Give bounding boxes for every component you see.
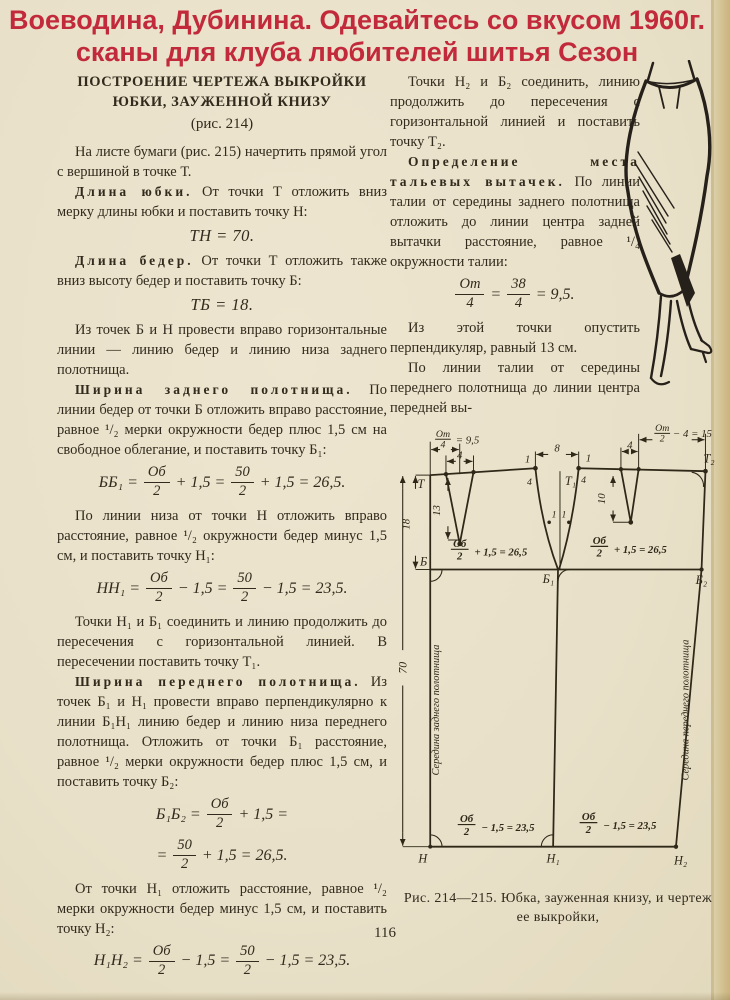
fraction: $\frac{50}{2}$ bbox=[233, 571, 256, 606]
dim-length: 70 bbox=[395, 661, 410, 674]
point-T1: Т₁ bbox=[564, 473, 576, 488]
formula-nn1: НН₁ = $\frac{Об}{2}$ − 1,5 = $\frac{50}{2}$ − 1,5 = 23,5. bbox=[96, 570, 348, 606]
skirt-illustration bbox=[614, 60, 730, 395]
hem-back-num: Об bbox=[460, 813, 474, 826]
formula-ot4: $\frac{От}{4}$ = $\frac{38}{4}$ = 9,5. bbox=[390, 277, 640, 312]
article-subtitle: (рис. 214) bbox=[190, 116, 254, 132]
dim-ot2-den: 2 bbox=[659, 433, 665, 445]
fraction: $\frac{50}{2}$ bbox=[173, 838, 196, 873]
fraction: $\frac{От}{4}$ bbox=[455, 277, 484, 312]
dim-rise-right: 1 bbox=[585, 452, 592, 465]
dim-front-dart-width: 4 bbox=[627, 439, 633, 452]
fraction: $\frac{Об}{2}$ bbox=[149, 944, 175, 979]
point-H2: Н₂ bbox=[674, 853, 688, 868]
article-title: ПОСТРОЕНИЕ ЧЕРТЕЖА ВЫКРОЙКИ ЮБКИ, ЗАУЖЕННОЙ КНИЗУ bbox=[77, 74, 367, 110]
formula-tn: ТН = 70. bbox=[189, 226, 255, 245]
dim-one-right: 1 bbox=[561, 509, 567, 521]
scan-header-line1: Воеводина, Дубинина. Одевайтесь со вкусом 1960г. bbox=[8, 5, 706, 35]
pattern-draft-diagram bbox=[388, 424, 730, 886]
fraction: $\frac{Об}{2}$ bbox=[207, 797, 233, 832]
dim-side-width: 8 bbox=[554, 442, 560, 455]
dim-side-in-left: 4 bbox=[527, 476, 532, 488]
side-seam-lower bbox=[553, 569, 558, 846]
hem-front-den: 2 bbox=[585, 823, 592, 836]
dim-back-dart-depth: 13 bbox=[431, 505, 444, 516]
fraction: $\frac{Об}{2}$ bbox=[144, 465, 170, 500]
right-angle-marks bbox=[430, 472, 703, 847]
paragraph: Ширина переднего полотнища. Из точек Б₁ и Н₁ провести вправо перпендикулярно к линии Б₁Н₁ линию бедер и линию низа переднего полотнища. Отложить от точки Б₁ расстояние, равное ¹/₂ мерки окружности бедер плюс 1,5 см, и поставить точку Б₂: bbox=[57, 674, 387, 791]
mid-back-label: Середина заднего полотнища bbox=[431, 644, 443, 776]
mid-front-label: Середина переднего полотнища bbox=[680, 639, 692, 781]
dim-side-in-right: 4 bbox=[581, 474, 587, 486]
hip-back-rest: + 1,5 = 26,5 bbox=[474, 546, 528, 559]
dim-ot4-den: 4 bbox=[440, 439, 446, 451]
point-H1: Н₁ bbox=[546, 851, 560, 866]
hip-back-num: Об bbox=[453, 537, 467, 550]
waist-line-front bbox=[579, 468, 706, 471]
point-T: Т bbox=[417, 476, 425, 491]
dim-back-dart-width: 4 bbox=[457, 449, 463, 462]
formula-b1b2-line2: = $\frac{50}{2}$ + 1,5 = 26,5. bbox=[156, 836, 288, 872]
hip-front-num: Об bbox=[592, 534, 606, 547]
point-B2: Б₂ bbox=[695, 573, 708, 588]
hem-front-num: Об bbox=[581, 811, 596, 824]
paragraph: От точки Н₁ отложить расстояние, равное ¹/₂ мерки окружности бедер минус 1,5 см, и поставить точку Н₂: bbox=[57, 880, 387, 937]
paragraph: На листе бумаги (рис. 215) начертить прямой угол с вершиной в точке Т. bbox=[57, 144, 387, 180]
point-B1: Б₁ bbox=[542, 572, 555, 587]
dim-ot4-value: = 9,5 bbox=[455, 434, 480, 447]
dim-rise-left: 1 bbox=[524, 453, 531, 466]
hem-back-rest: − 1,5 = 23,5 bbox=[481, 821, 535, 834]
paragraph: По линии низа от точки Н отложить вправо расстояние, равное ¹/₂ окружности бедер минус 1,5 см, и поставить точку Н₁: bbox=[57, 508, 387, 565]
dim-ot4-num: От bbox=[435, 428, 451, 440]
paragraph: Определение места тальевых вытачек. По линии талии от середины заднего полотнища отложить до линии центра задней вытачки расстояние, равное ¹/₄ окружности талии: bbox=[390, 154, 641, 270]
paragraph: Из точек Б и Н провести вправо горизонтальные линии — линию бедер и линию низа заднего полотнища. bbox=[57, 322, 387, 379]
figure-caption: Рис. 214—215. Юбка, зауженная книзу, и чертеж ее выкройки, bbox=[403, 891, 713, 925]
dim-waist-to-hip: 18 bbox=[400, 518, 413, 530]
dim-ot2-num: От bbox=[655, 424, 670, 434]
scan-watermark-header bbox=[0, 4, 714, 68]
formula-h1h2: Н₁Н₂ = $\frac{Об}{2}$ − 1,5 = $\frac{50}{2}$ − 1,5 = 23,5. bbox=[93, 942, 351, 978]
formula-bb1: ББ₁ = $\frac{Об}{2}$ + 1,5 = $\frac{50}{2}$ + 1,5 = 26,5. bbox=[98, 464, 346, 500]
point-T2: Т₂ bbox=[703, 451, 715, 466]
paragraph: Длина юбки. От точки Т отложить вниз мерку длины юбки и поставить точку Н: bbox=[57, 184, 387, 220]
hip-back-den: 2 bbox=[457, 550, 463, 563]
paragraph: Точки Н₁ и Б₁ соединить и линию продолжить до пересечения с горизонтальной линией. В пересечении поставить точку Т₁. bbox=[57, 614, 387, 671]
hip-front-den: 2 bbox=[596, 547, 603, 560]
paragraph: Ширина заднего полотнища. По линии бедер от точки Б отложить вправо расстояние, равное ¹/₂ мерки окружности бедер плюс 1,5 см на свободное облегание, и поставить точку Б₁: bbox=[57, 382, 387, 459]
hem-front-rest: − 1,5 = 23,5 bbox=[603, 819, 657, 832]
formula-b1b2-line1: Б₁Б₂ = $\frac{Об}{2}$ + 1,5 = bbox=[155, 796, 289, 831]
back-dart bbox=[446, 472, 474, 544]
paragraph: Длина бедер. От точки Т отложить также вниз высоту бедер и поставить точку Б: bbox=[57, 253, 387, 290]
scan-bottom-shadow bbox=[0, 992, 730, 1000]
paragraph: Из этой точки опустить перпендикуляр, равный 13 см. bbox=[390, 319, 640, 356]
right-column bbox=[390, 72, 640, 418]
pattern-points bbox=[428, 466, 708, 849]
front-dart bbox=[621, 469, 639, 522]
paragraph: По линии талии от середины переднего полотнища до линии центра передней вы- bbox=[390, 359, 640, 416]
dim-front-dart-depth: 10 bbox=[596, 493, 609, 505]
scan-header-line2: сканы для клуба любителей шитья Сезон bbox=[75, 37, 639, 67]
dim-one-left: 1 bbox=[551, 509, 557, 521]
fraction: $\frac{Об}{2}$ bbox=[146, 571, 172, 606]
point-B: Б bbox=[420, 554, 428, 569]
hip-front-rest: + 1,5 = 26,5 bbox=[614, 543, 667, 556]
fraction: $\frac{50}{2}$ bbox=[236, 944, 259, 979]
formula-tb: ТБ = 18. bbox=[190, 295, 254, 315]
paragraph: Точки Н₂ и Б₂ соединить, линию продолжить до пересечения с горизонтальной линией и поставить точку Т₂. bbox=[390, 74, 640, 150]
dim-ot2-value: − 4 = 15 bbox=[673, 427, 712, 440]
point-H: Н bbox=[418, 851, 428, 866]
page-number: 116 bbox=[374, 925, 396, 941]
fraction: $\frac{38}{4}$ bbox=[507, 277, 530, 312]
left-column bbox=[57, 72, 387, 985]
fraction: $\frac{50}{2}$ bbox=[231, 465, 254, 500]
hem-back-den: 2 bbox=[463, 825, 470, 838]
